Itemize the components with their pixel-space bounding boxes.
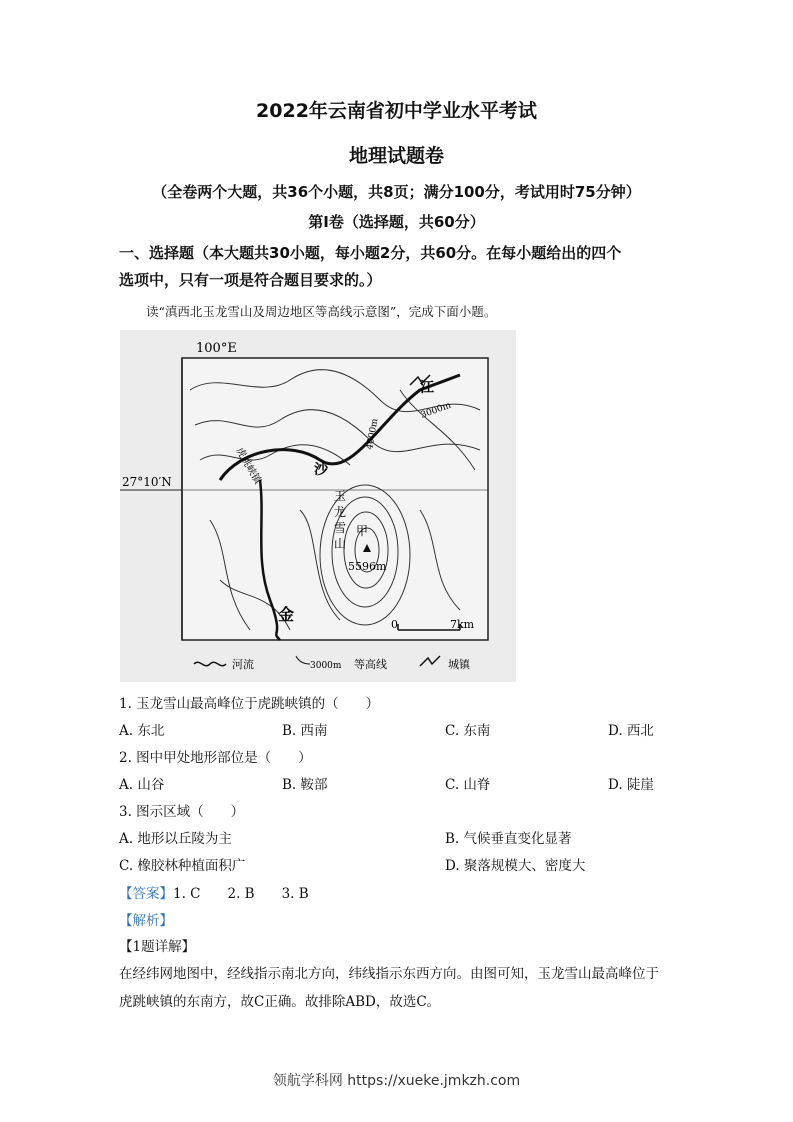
q2-option-a: A. 山谷 (119, 777, 165, 793)
q1-option-b: B. 西南 (282, 723, 328, 739)
peak-elevation: 5596m (348, 560, 387, 573)
q1-option-d: D. 西北 (608, 723, 654, 739)
scale-km: 7km (450, 618, 475, 631)
river-sha-label: 沙 (314, 462, 328, 478)
mountain-char-4: 山 (334, 537, 347, 551)
mountain-char-2: 龙 (334, 505, 347, 519)
section-heading-line2: 选项中，只有一项是符合题目要求的。） (119, 271, 382, 289)
legend-contour-value: 3000m (310, 661, 342, 671)
q3-option-c: C. 橡胶林种植面积广 (119, 858, 246, 874)
legend-contour: 等高线 (354, 658, 387, 671)
question-3-stem: 3. 图示区域（ ） (119, 804, 245, 820)
answer-line (119, 882, 309, 902)
scale-zero: 0 (391, 618, 398, 631)
legend-river: 河流 (232, 658, 254, 671)
q1-option-c: C. 东南 (445, 723, 491, 739)
mountain-char-3: 雪 (334, 521, 347, 535)
question-1-stem: 1. 玉龙雪山最高峰位于虎跳峡镇的（ ） (119, 696, 380, 712)
q3-option-d: D. 聚落规模大、密度大 (445, 858, 586, 874)
contour-map (120, 330, 516, 682)
explanation-line-1: 在经纬网地图中，经线指示南北方向，纬线指示东西方向。由图可知，玉龙雪山最高峰位于 (119, 966, 659, 982)
mountain-char-1: 玉 (334, 489, 347, 503)
jia-label: 甲 (356, 524, 369, 538)
q1-option-a: A. 东北 (119, 723, 165, 739)
longitude-label: 100°E (196, 341, 237, 356)
q3-option-b: B. 气候垂直变化显著 (445, 831, 572, 847)
intro-text: 读“滇西北玉龙雪山及周边地区等高线示意图”，完成下面小题。 (146, 304, 497, 319)
answer-label: 【答案】 (119, 886, 173, 902)
contour-4000-label: 4000m (365, 417, 381, 451)
town-label: 虎跳峡镇 (233, 446, 263, 487)
footer-watermark: 领航学科网 https://xueke.jmkzh.com (272, 1073, 521, 1089)
q2-option-c: C. 山脊 (445, 777, 491, 793)
q3-option-a: A. 地形以丘陵为主 (119, 831, 232, 847)
river-jin-label: 金 (278, 605, 295, 624)
latitude-label: 27°10′N (122, 475, 172, 489)
exam-title: 2022年云南省初中学业水平考试 (256, 100, 537, 122)
answer-text: 1. C 2. B 3. B (173, 886, 309, 902)
q2-option-d: D. 陡崖 (608, 777, 654, 793)
part-heading: 第Ⅰ卷（选择题，共60分） (308, 213, 485, 231)
analysis-sub-heading: 【1题详解】 (119, 939, 196, 955)
q2-option-b: B. 鞍部 (282, 777, 328, 793)
river-jiang-label: 江 (420, 380, 434, 396)
exam-subtitle: 地理试题卷 (348, 145, 444, 167)
question-2-stem: 2. 图中甲处地形部位是（ ） (119, 750, 312, 766)
contour-3000-label: 3000m (419, 400, 453, 421)
analysis-label: 【解析】 (119, 913, 173, 929)
legend-town: 城镇 (448, 658, 470, 671)
section-heading-line1: 一、选择题（本大题共30小题，每小题2分，共60分。在每小题给出的四个 (119, 244, 622, 262)
explanation-line-2: 虎跳峡镇的东南方，故C正确。故排除ABD，故选C。 (119, 994, 441, 1010)
exam-note: （全卷两个大题，共36个小题，共8页；满分100分，考试用时75分钟） (152, 183, 641, 201)
